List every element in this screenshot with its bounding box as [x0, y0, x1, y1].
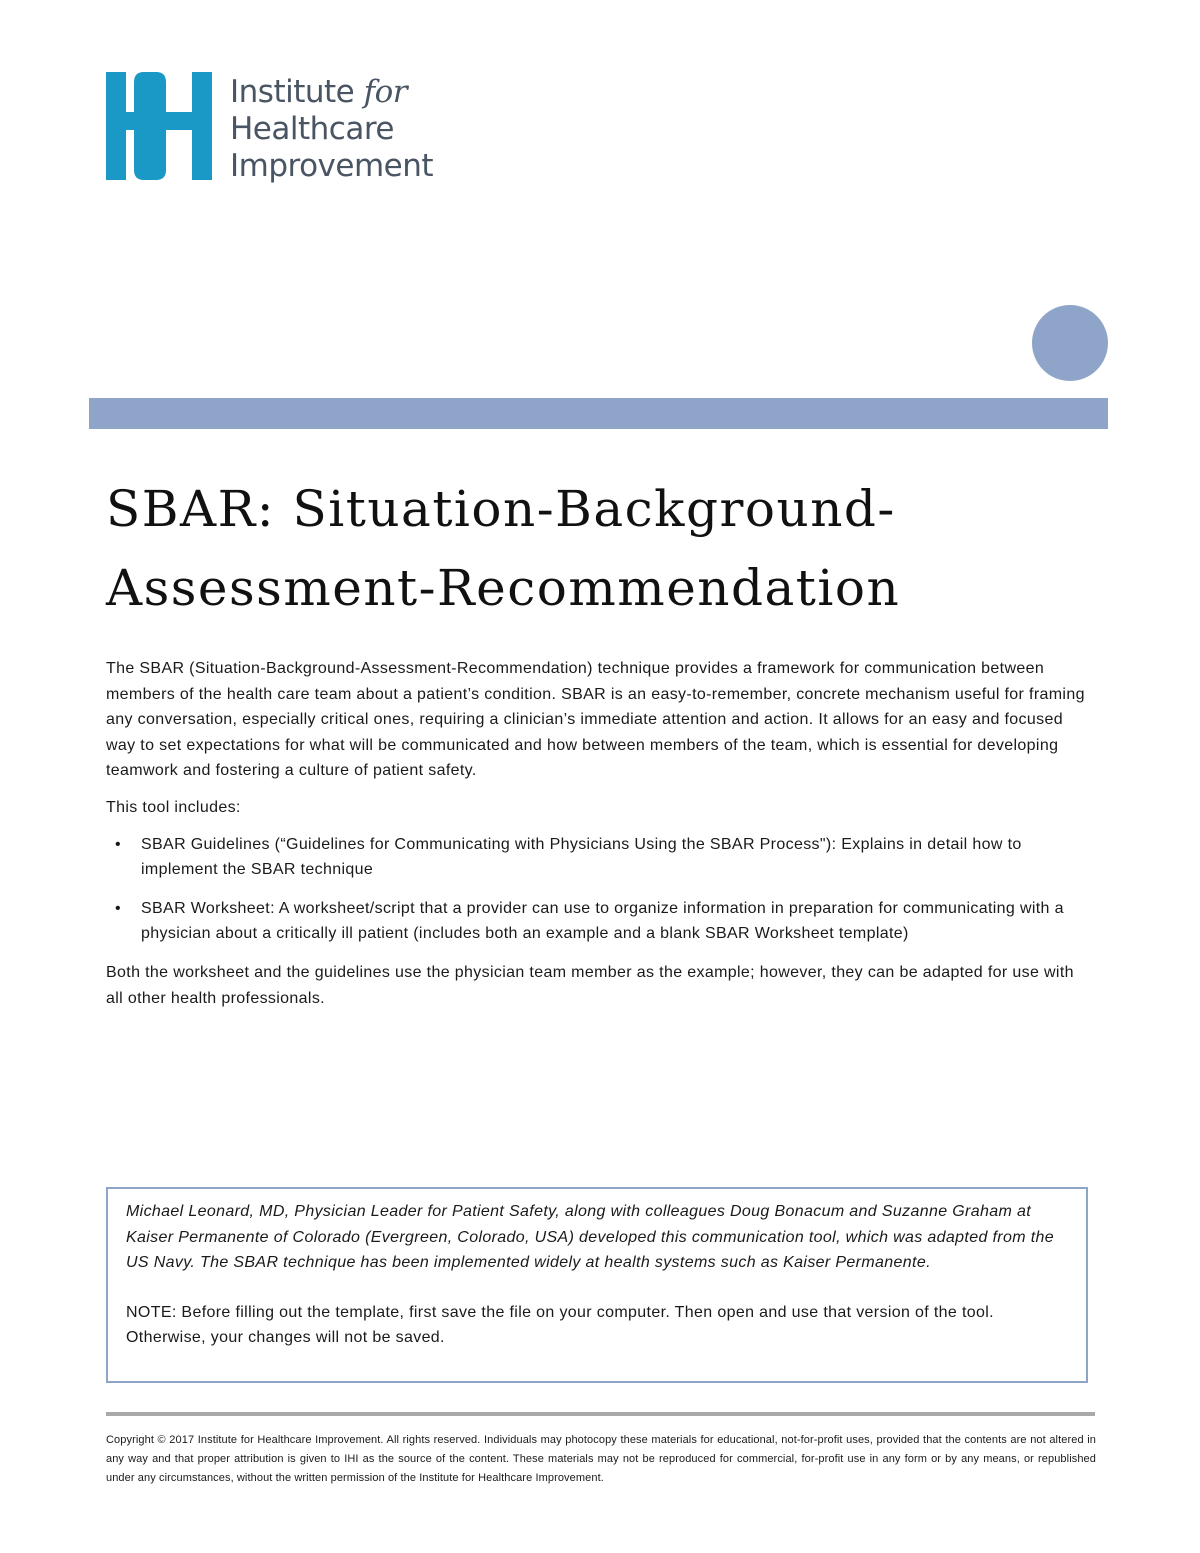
ihi-logo — [106, 72, 466, 182]
save-note-text: NOTE: Before filling out the template, first save the file on your computer. Then open and use that version of the tool. Otherwise, your changes will not be saved. — [126, 1303, 994, 1347]
logo-word-healthcare: Healthcare — [230, 111, 394, 147]
list-item — [106, 896, 1086, 947]
main-content — [106, 656, 1086, 1011]
ihi-logo-wordmark — [230, 74, 433, 185]
bullet-icon: • — [115, 899, 121, 917]
page-title-line-1: SBAR: Situation-Background- — [106, 480, 896, 538]
logo-word-improvement: Improvement — [230, 148, 434, 184]
includes-label: This tool includes: — [106, 798, 241, 816]
logo-word-institute: Institute — [230, 74, 355, 110]
copyright-footer: Copyright © 2017 Institute for Healthcare Improvement. All rights reserved. Individuals may photocopy these materials for educational, not-for-profit uses, provided that the contents are not altered in any way and that proper attribution is given to IHI as the source of the content. These materials may not be reproduced for commercial, for-profit use in any form or by any means, or republished under any circumstances, without the written permission of the Institute for Healthcare Improvement. — [106, 1434, 1096, 1484]
list-item-text: SBAR Guidelines (“Guidelines for Communicating with Physicians Using the SBAR Process"): Explains in detail how to implement the SBAR technique — [141, 835, 1022, 879]
list-item-text: SBAR Worksheet: A worksheet/script that a provider can use to organize information in preparation for communicating with a physician about a critically ill patient (includes both an example and a blank SBAR Worksheet template) — [141, 899, 1064, 943]
includes-list — [106, 832, 1086, 947]
page-title-line-2: Assessment-Recommendation — [106, 559, 901, 617]
logo-word-for: for — [363, 74, 408, 110]
ihi-logo-mark-shape — [106, 72, 212, 180]
intro-paragraph: The SBAR (Situation-Background-Assessment-Recommendation) technique provides a framework for communication between members of the health care team about a patient’s condition. SBAR is an easy-to-remember, concrete mechanism useful for framing any conversation, especially critical ones, requiring a clinician’s immediate attention and action. It allows for an easy and focused way to set expectations for what will be communicated and how between members of the team, which is essential for developing teamwork and fostering a culture of patient safety. — [106, 660, 1085, 780]
decorative-circle — [1032, 305, 1108, 381]
header-band — [89, 398, 1108, 429]
page-title — [106, 470, 1106, 628]
ihi-logo-mark — [106, 72, 212, 180]
note-box — [106, 1187, 1088, 1383]
footer-divider — [106, 1412, 1095, 1416]
bullet-icon: • — [115, 835, 121, 853]
list-item — [106, 832, 1086, 883]
credit-text: Michael Leonard, MD, Physician Leader for Patient Safety, along with colleagues Doug Bonacum and Suzanne Graham at Kaiser Permanente of Colorado (Evergreen, Colorado, USA) developed this communication tool, which was adapted from the US Navy. The SBAR technique has been implemented widely at health systems such as Kaiser Permanente. — [126, 1203, 1054, 1272]
closing-paragraph: Both the worksheet and the guidelines use the physician team member as the example; however, they can be adapted for use with all other health professionals. — [106, 963, 1074, 1007]
